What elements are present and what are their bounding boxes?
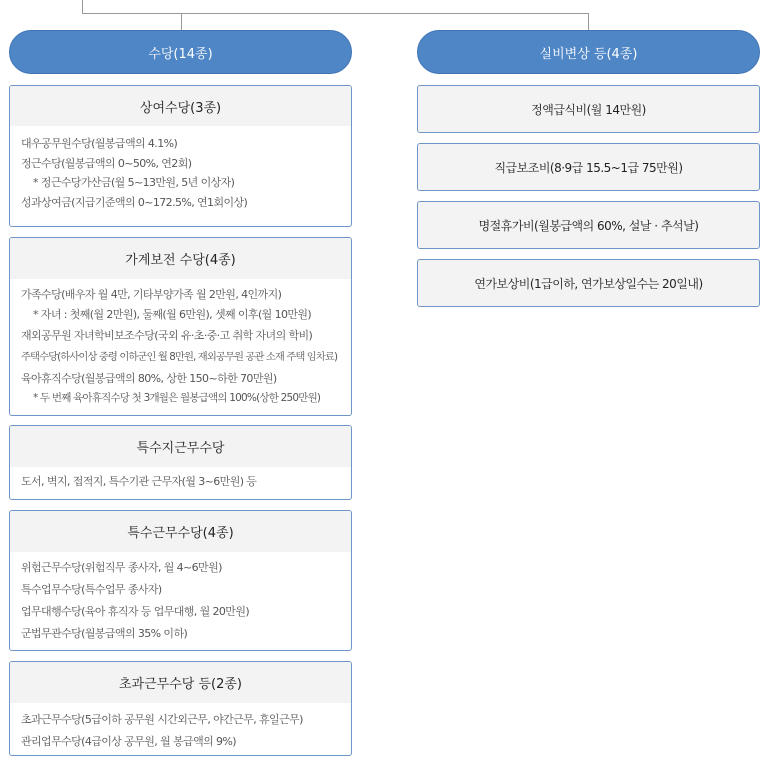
box-line: 위험근무수당(위험직무 종사자, 월 4~6만원) [21,561,222,574]
bonus-allowance-box [9,85,352,227]
box-line: 육아휴직수당(월봉급액의 80%, 상한 150~하한 70만원) [21,372,277,385]
box-line: 도서, 벽지, 접적지, 특수기관 근무자(월 3~6만원) 등 [21,475,257,488]
box-line: 정근수당(월봉급액의 0~50%, 연2회) [21,157,192,170]
connector-horizontal [82,13,589,14]
special-area-allowance-box [9,425,352,500]
expense-header: 실비변상 등(4종) [417,30,760,74]
connector-vertical-right [588,13,589,31]
box-line: 군법무관수당(월봉급액의 35% 이하) [21,627,188,640]
box-title: 특수지근무수당 [10,426,351,467]
box-line: 관리업무수당(4급이상 공무원, 월 봉급액의 9%) [21,735,236,748]
box-line-note: * 자녀 : 첫째(월 2만원), 둘째(월 6만원), 셋째 이후(월 10만원) [33,308,312,321]
box-line-note: * 두 번째 육아휴직수당 첫 3개월은 월봉급액의 100%(상한 250만원) [33,392,321,404]
box-title: 특수근무수당(4종) [10,511,351,552]
box-line: 성과상여금(지급기준액의 0~172.5%, 연1회이상) [21,196,248,209]
box-line: 재외공무원 자녀학비보조수당(국외 유·초·중·고 취학 자녀의 학비) [21,329,313,342]
special-duty-allowance-box [9,510,352,651]
family-support-allowance-box [9,237,352,416]
box-line: 초과근무수당(5급이하 공무원 시간외근무, 야간근무, 휴일근무) [21,713,303,726]
holiday-bonus-box: 명절휴가비(월봉급액의 60%, 설날 · 추석날) [417,201,760,249]
position-subsidy-box: 직급보조비(8·9급 15.5~1급 75만원) [417,143,760,191]
overtime-allowance-box [9,661,352,756]
box-line: 대우공무원수당(월봉급액의 4.1%) [21,137,178,150]
allowance-header: 수당(14종) [9,30,352,74]
annual-leave-compensation-box: 연가보상비(1급이하, 연가보상일수는 20일내) [417,259,760,307]
box-line: 가족수당(배우자 월 4만, 기타부양가족 월 2만원, 4인까지) [21,288,282,301]
box-title: 가계보전 수당(4종) [10,238,351,279]
connector-vertical-top [82,0,83,13]
connector-vertical-left [181,13,182,31]
box-title: 초과근무수당 등(2종) [10,662,351,703]
box-title: 상여수당(3종) [10,86,351,126]
box-line: 특수업무수당(특수업무 종사자) [21,583,162,596]
box-line: 업무대행수당(육아 휴직자 등 업무대행, 월 20만원) [21,605,250,618]
meal-expense-box: 정액급식비(월 14만원) [417,85,760,133]
box-line: 주택수당(하사이상 중령 이하군인 월 8만원, 재외공무원 공관 소재 주택 임차료) [21,351,338,363]
box-line-note: * 정근수당가산금(월 5~13만원, 5년 이상자) [33,176,235,189]
